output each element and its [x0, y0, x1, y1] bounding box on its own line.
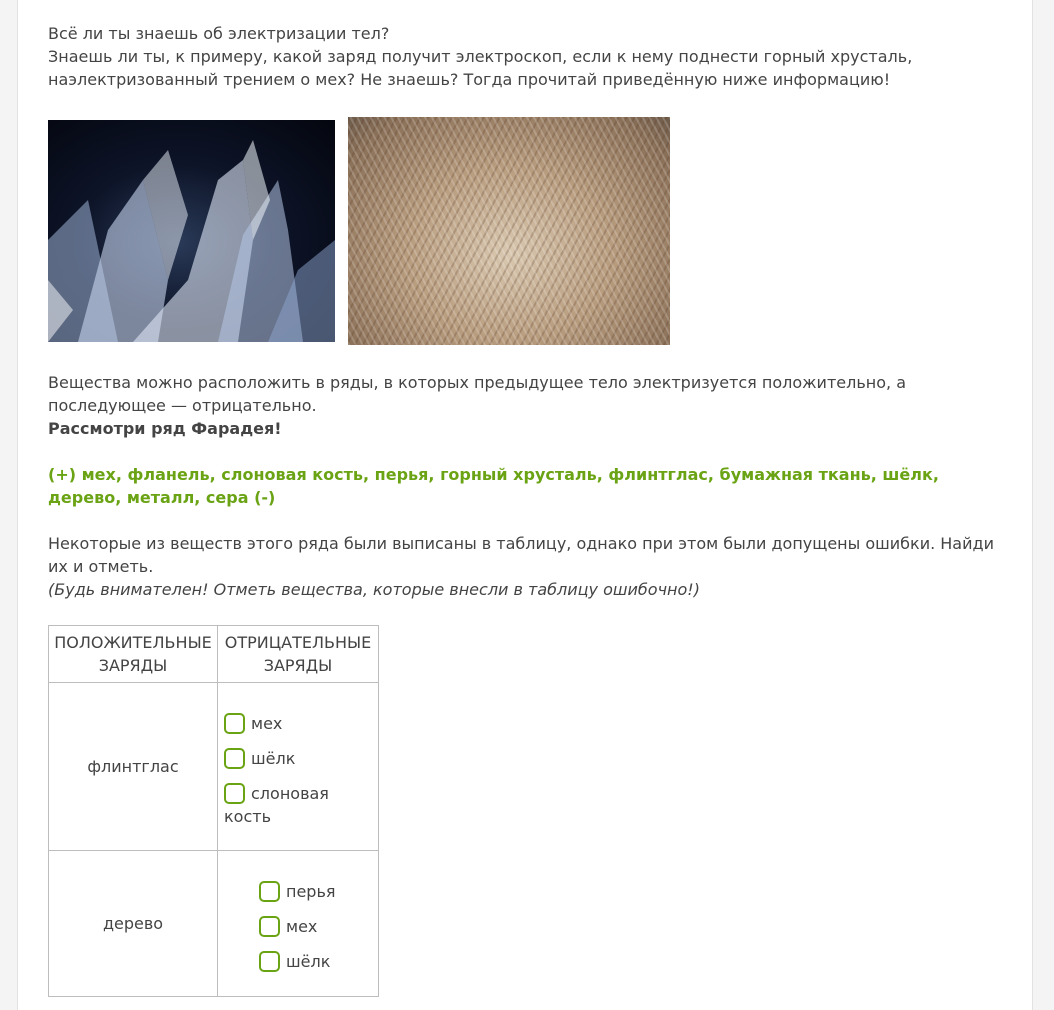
option-label: мех: [286, 917, 318, 936]
option-label: мех: [251, 713, 283, 733]
positive-cell: дерево: [49, 851, 218, 997]
answer-table: [48, 625, 379, 997]
option-checkbox-item[interactable]: [224, 782, 372, 828]
explanation-text: Вещества можно расположить в ряды, в которых предыдущее тело электризуется положительно, а последующее — отрицательно.: [48, 373, 906, 415]
faraday-series: (+) мех, фланель, слоновая кость, перья, горный хрусталь, флинтглас, бумажная ткань, шёлк, дерево, металл, сера (-): [48, 465, 939, 507]
fur-image: [348, 117, 670, 345]
checkbox-icon[interactable]: [259, 916, 280, 937]
checkbox-icon[interactable]: [224, 748, 245, 769]
table-row: [49, 851, 379, 997]
option-checkbox-item[interactable]: [224, 747, 372, 770]
content-card: [17, 0, 1033, 1010]
header-negative: ОТРИЦАТЕЛЬНЫЕ ЗАРЯДЫ: [218, 626, 379, 683]
checkbox-icon[interactable]: [224, 713, 245, 734]
negative-cell: [218, 851, 379, 997]
negative-cell: [218, 683, 379, 851]
checkbox-icon[interactable]: [259, 881, 280, 902]
crystal-illustration: [48, 120, 335, 342]
option-checkbox-item[interactable]: [259, 950, 377, 973]
option-label: шёлк: [286, 952, 331, 971]
option-label: слоновая кость: [224, 783, 329, 826]
hint-text: [48, 578, 1010, 601]
option-checkbox-item[interactable]: [259, 915, 377, 938]
faraday-heading: Рассмотри ряд Фарадея!: [48, 419, 282, 438]
task-content: [48, 22, 1010, 997]
option-group: [219, 880, 377, 973]
crystal-image: [48, 120, 335, 342]
table-row: [49, 683, 379, 851]
task-text: Некоторые из веществ этого ряда были выписаны в таблицу, однако при этом были допущены ошибки. Найди их и отметь.: [48, 534, 994, 576]
header-positive: ПОЛОЖИТЕЛЬНЫЕ ЗАРЯДЫ: [49, 626, 218, 683]
table-header-row: [49, 626, 379, 683]
intro-line-2: Знаешь ли ты, к примеру, какой заряд получит электроскоп, если к нему поднести горный хрусталь, наэлектризованный трением о мех? Не знаешь? Тогда прочитай приведённую ниже информацию!: [48, 47, 913, 89]
option-checkbox-item[interactable]: [259, 880, 377, 903]
option-label: шёлк: [251, 748, 296, 768]
option-label: перья: [286, 882, 336, 901]
image-row: [48, 117, 1010, 345]
checkbox-icon[interactable]: [259, 951, 280, 972]
option-checkbox-item[interactable]: [224, 712, 372, 735]
checkbox-icon[interactable]: [224, 783, 245, 804]
intro-line-1: Всё ли ты знаешь об электризации тел?: [48, 24, 390, 43]
positive-cell: флинтглас: [49, 683, 218, 851]
option-group: [219, 712, 377, 828]
hint-italic: (Будь внимателен! Отметь вещества, которые внесли в таблицу ошибочно!): [48, 580, 700, 599]
